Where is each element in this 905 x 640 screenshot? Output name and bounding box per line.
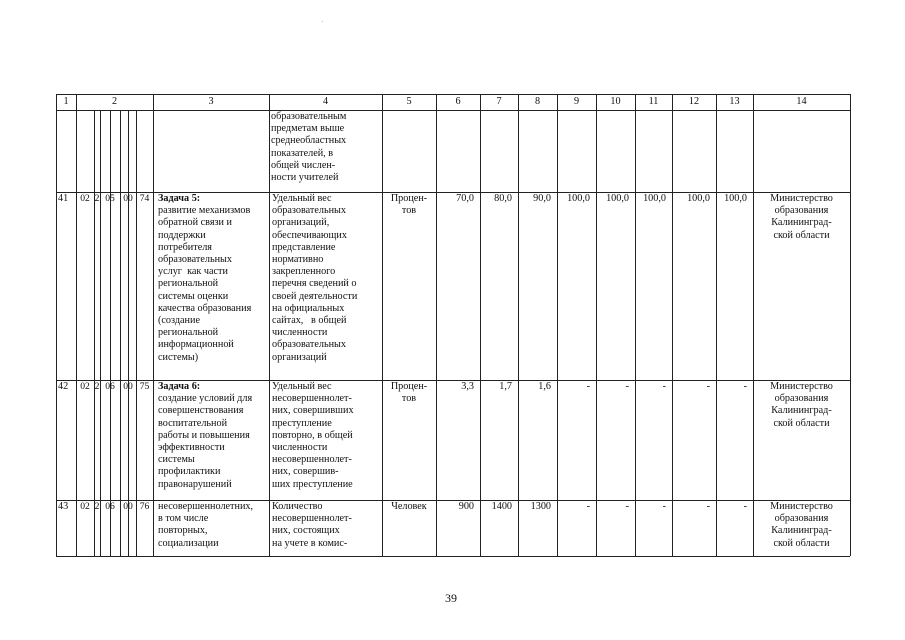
indicator-continuation-text: образовательным предметам выше среднеобластных показателей, в общей числен- ности учителей: [271, 111, 347, 184]
program-code-part: 75: [139, 381, 150, 392]
header-cell: 7: [496, 96, 502, 107]
table-hline: [56, 110, 850, 111]
program-code-part: 2: [94, 501, 100, 512]
value-cell: 1400: [491, 501, 512, 512]
table-vline: [382, 94, 383, 556]
table-vline: [850, 94, 851, 556]
task-description: создание условий для совершенствования воспитательной работы и повышения эффективности системы профилактики правонарушений: [158, 393, 253, 490]
value-cell: 100,0: [724, 193, 747, 204]
table-vline: [128, 110, 129, 556]
value-cell: 1,6: [538, 381, 551, 392]
task-title: Задача 5:: [158, 193, 201, 204]
task-title: Задача 6:: [158, 381, 201, 392]
value-cell: 900: [458, 501, 474, 512]
table-vline: [436, 94, 437, 556]
table-vline: [480, 94, 481, 556]
header-cell: 5: [406, 96, 412, 107]
unit-cell: Человек: [391, 501, 427, 512]
unit-cell: Процен- тов: [390, 193, 428, 217]
value-cell: 1,7: [499, 381, 512, 392]
header-cell: 12: [688, 96, 700, 107]
table-vline: [518, 94, 519, 556]
table-vline: [596, 94, 597, 556]
row-number: 43: [58, 501, 69, 512]
table-vline: [94, 110, 95, 556]
value-cell: 90,0: [533, 193, 551, 204]
page-number: 39: [445, 591, 457, 605]
table-vline: [672, 94, 673, 556]
header-cell: 14: [796, 96, 807, 107]
value-cell: -: [743, 501, 747, 512]
value-cell: -: [586, 381, 590, 392]
value-cell: -: [586, 501, 590, 512]
program-code-part: 06: [105, 381, 115, 392]
value-cell: 100,0: [687, 193, 710, 204]
header-cell: 10: [610, 96, 621, 107]
program-code-part: 00: [123, 381, 133, 392]
header-cell: 1: [63, 96, 69, 107]
program-code-part: 02: [80, 193, 90, 204]
responsible-organization: Министерство образования Калининград- ской области: [770, 501, 833, 549]
table-vline: [753, 94, 754, 556]
table-vline: [100, 110, 101, 556]
value-cell: 3,3: [461, 381, 474, 392]
header-cell: 11: [648, 96, 659, 107]
value-cell: 100,0: [606, 193, 629, 204]
program-code-part: 2: [94, 193, 100, 204]
indicator-text: Количество несовершеннолет- них, состоящих на учете в комис-: [272, 501, 352, 549]
value-cell: -: [706, 501, 710, 512]
table-vline: [56, 94, 57, 556]
header-cell: 3: [208, 96, 214, 107]
program-code-part: 02: [80, 381, 90, 392]
value-cell: 100,0: [567, 193, 590, 204]
value-cell: -: [743, 381, 747, 392]
unit-cell: Процен- тов: [390, 381, 428, 405]
table-vline: [120, 110, 121, 556]
responsible-organization: Министерство образования Калининград- ской области: [770, 381, 833, 429]
value-cell: -: [625, 501, 629, 512]
table-vline: [635, 94, 636, 556]
header-cell: 8: [534, 96, 541, 107]
program-code-part: 2: [94, 381, 100, 392]
row-number: 42: [58, 381, 69, 392]
value-cell: -: [662, 501, 666, 512]
indicator-text: Удельный вес образовательных организаций, обеспечивающих представление нормативно закрепленного перечня сведений о своей деятельности на официальных сайтах, в общей численности образовательных организаций: [272, 193, 358, 363]
table-hline: [56, 556, 850, 557]
table-vline: [557, 94, 558, 556]
header-cell: 6: [455, 96, 461, 107]
table-vline: [269, 94, 270, 556]
table-vline: [153, 94, 154, 556]
program-code-part: 00: [123, 193, 133, 204]
table-hline: [56, 94, 850, 95]
value-cell: -: [706, 381, 710, 392]
value-cell: 100,0: [643, 193, 666, 204]
program-code-part: 06: [105, 501, 115, 512]
program-code-part: 74: [139, 193, 150, 204]
task-description: развитие механизмов обратной связи и поддержки потребителя образовательных услуг как части региональной системы оценки качества образования (создание региональной информационной системы): [158, 205, 252, 363]
value-cell: 70,0: [456, 193, 474, 204]
header-cell: 4: [322, 96, 329, 107]
indicator-table: [56, 94, 850, 556]
program-code-part: 00: [123, 501, 133, 512]
task-description: несовершеннолетних, в том числе повторных, социализации: [158, 501, 254, 549]
table-vline: [76, 94, 77, 556]
header-cell: 2: [111, 96, 118, 107]
indicator-text: Удельный вес несовершеннолет- них, совершивших преступление повторно, в общей численности несовершеннолет- них, совершив- ших преступление: [272, 381, 354, 490]
table-vline: [136, 110, 137, 556]
program-code-part: 05: [105, 193, 115, 204]
table-vline: [716, 94, 717, 556]
scan-speck: [322, 21, 323, 22]
program-code-part: 76: [139, 501, 150, 512]
responsible-organization: Министерство образования Калининград- ской области: [770, 193, 833, 241]
table-vline: [110, 110, 111, 556]
value-cell: -: [625, 381, 629, 392]
header-cell: 13: [729, 96, 740, 107]
program-code-part: 02: [80, 501, 90, 512]
value-cell: 1300: [530, 501, 551, 512]
header-cell: 9: [573, 96, 580, 107]
row-number: 41: [58, 193, 69, 204]
value-cell: -: [662, 381, 666, 392]
value-cell: 80,0: [494, 193, 512, 204]
